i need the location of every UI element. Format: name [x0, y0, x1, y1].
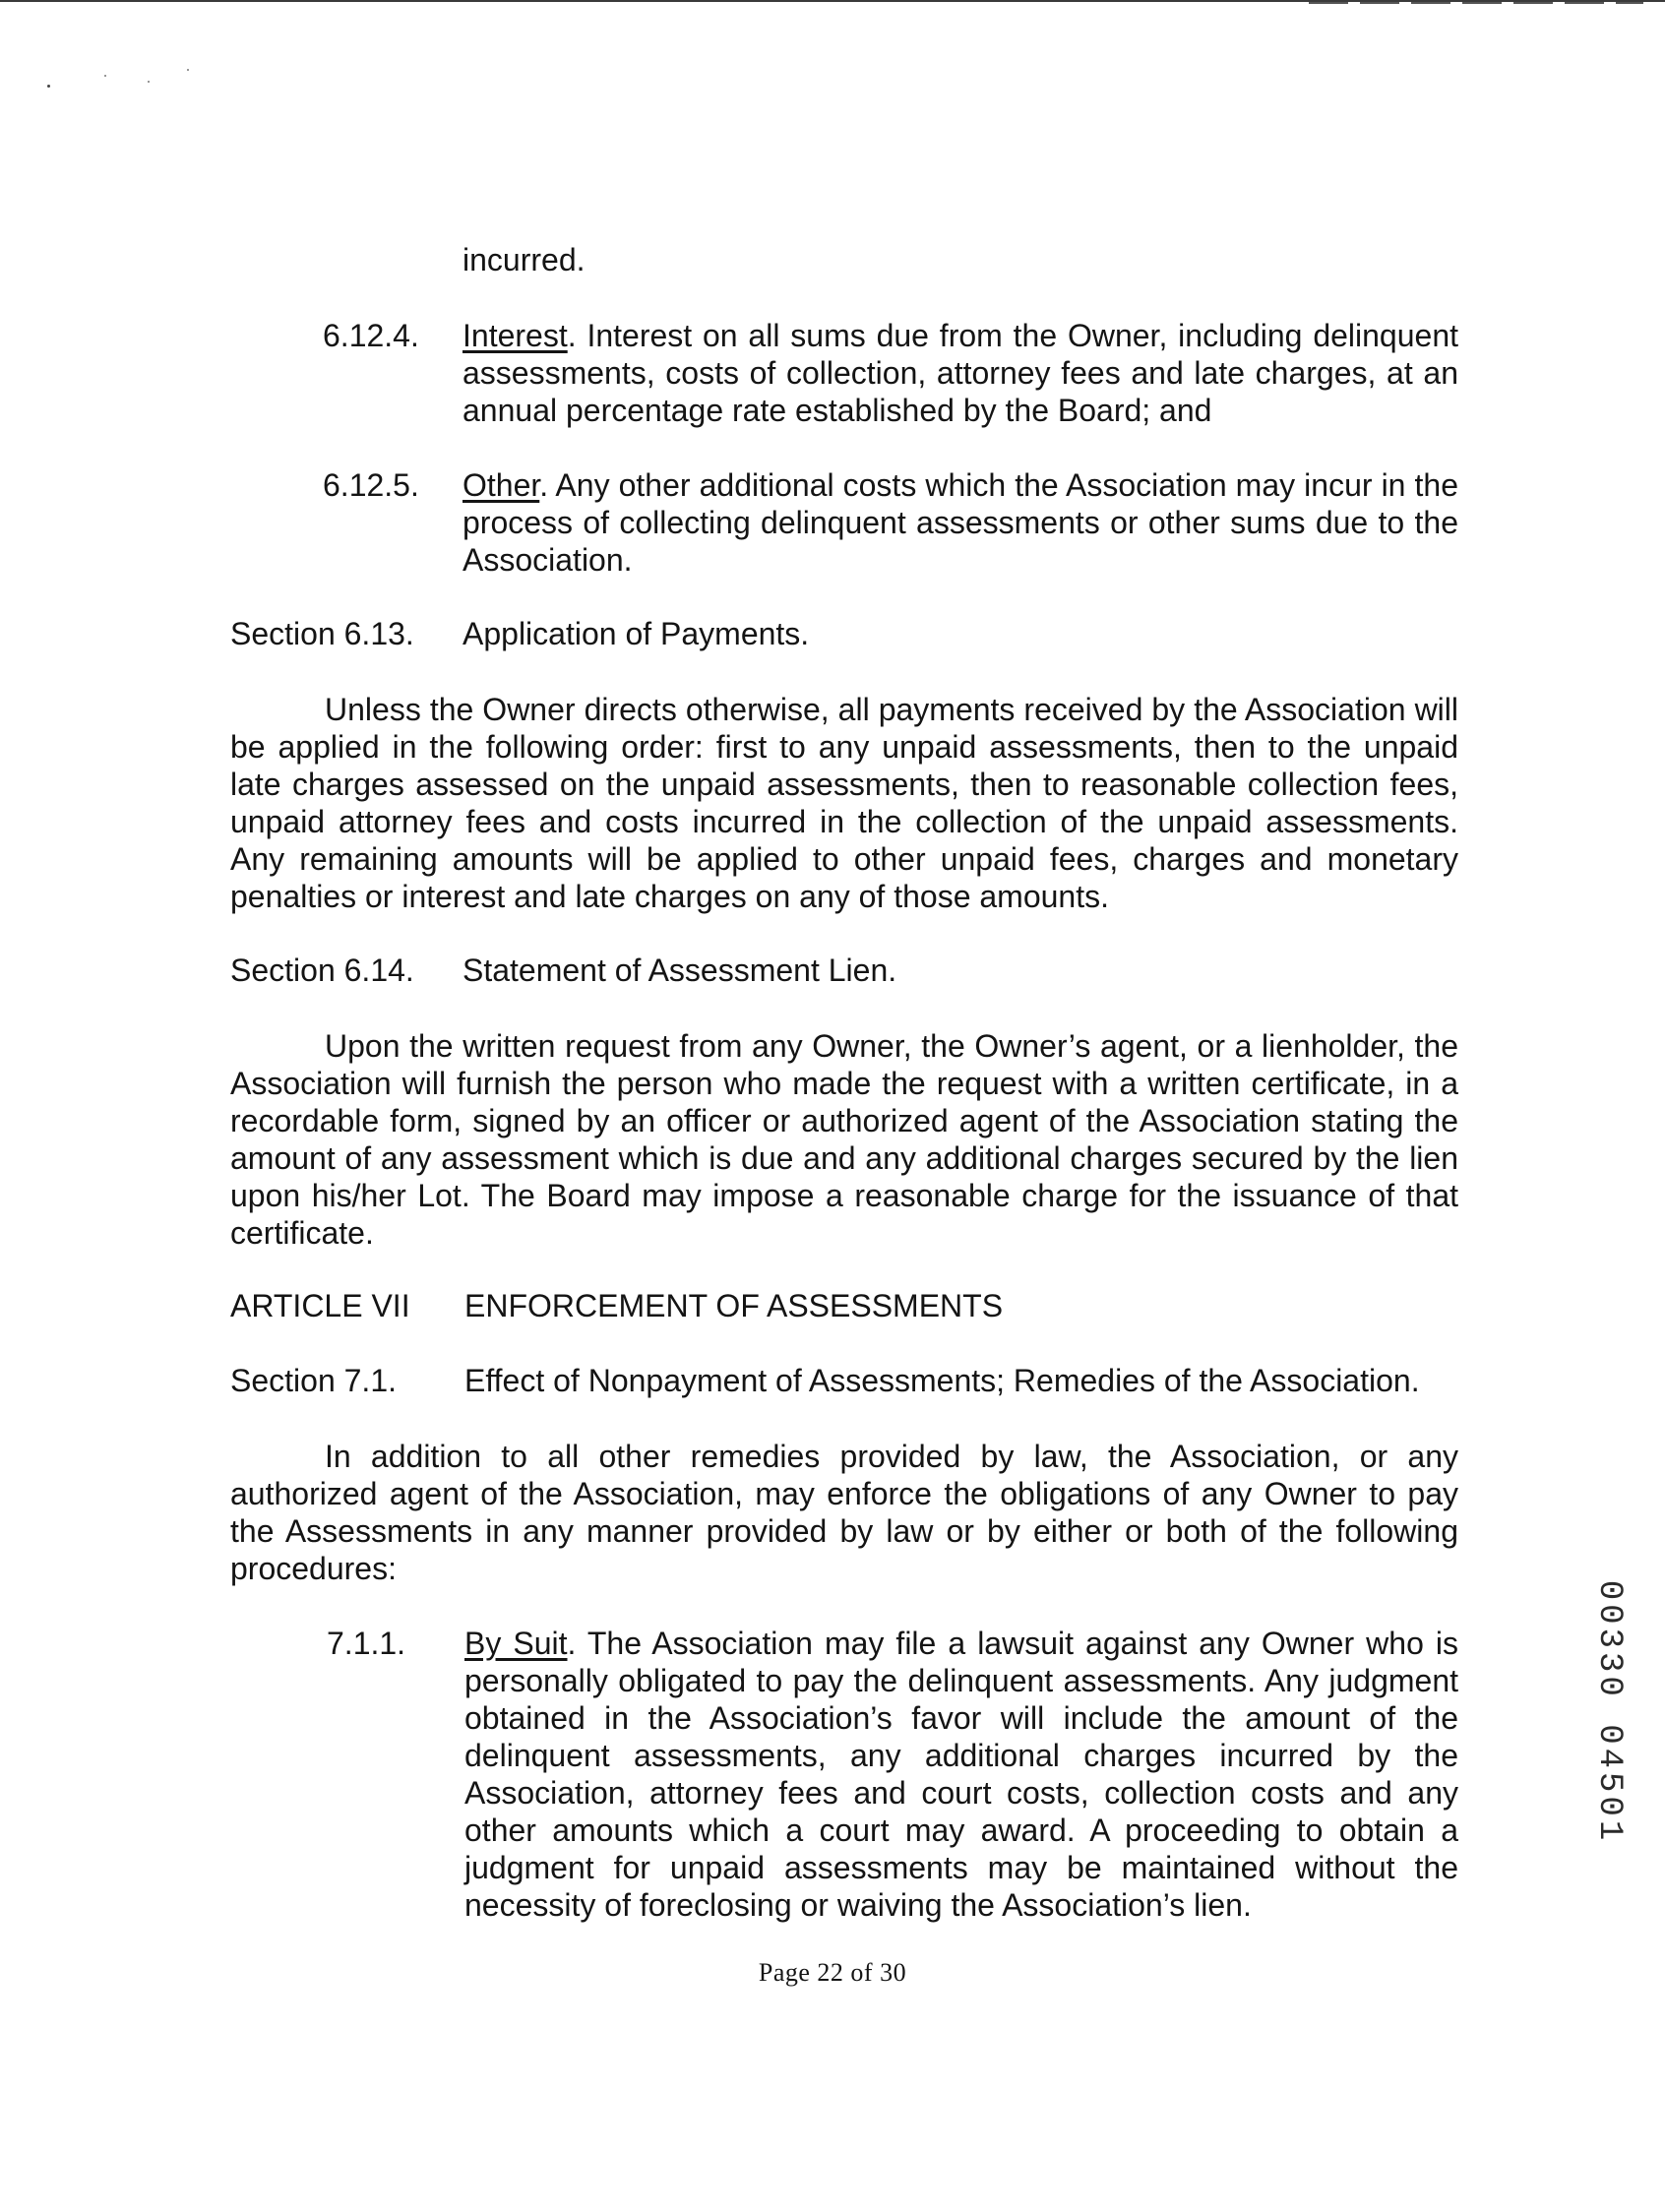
- item-7-1-1-body: . The Association may file a lawsuit against any Owner who is personally obligated to pay the delinquent assessments. Any judgment obtained in the Association’s favor will include the amount of the delinquent assessments, any additional charges incurred by the Association, attorney fees and court costs, collection costs and any other amounts which a court may award. A proceeding to obtain a judgment for unpaid assessments may be maintained without the necessity of foreclosing or waiving the Association’s lien.: [464, 1626, 1458, 1923]
- scan-top-edge-dashes: [1309, 2, 1643, 4]
- section-7-1-title: Effect of Nonpayment of Assessments; Remedies of the Association.: [464, 1363, 1420, 1398]
- section-6-13-title: Application of Payments.: [462, 616, 810, 651]
- section-6-14-paragraph: Upon the written request from any Owner, the Owner’s agent, or a lienholder, the Association will furnish the person who made the request with a written certificate, in a recordable form, signed by an officer or authorized agent of the Association stating the amount of any assessment which is due and any additional charges secured by the lien upon his/her Lot. The Board may impose a reasonable charge for the issuance of that certificate.: [230, 1028, 1458, 1251]
- article-7-label: ARTICLE VII: [230, 1288, 410, 1323]
- item-6-12-4-body: . Interest on all sums due from the Owner, including delinquent assessments, costs of collection, attorney fees and late charges, at an annual percentage rate established by the Board; and: [462, 318, 1458, 428]
- scan-speck: [148, 81, 150, 83]
- item-6-12-5-number: 6.12.5.: [323, 467, 419, 503]
- section-6-14-label: Section 6.14.: [230, 952, 414, 988]
- recording-stamp-text: 00330 04501: [1590, 1579, 1628, 1845]
- section-6-13-paragraph: Unless the Owner directs otherwise, all payments received by the Association will be applied in the following order: first to any unpaid assessments, then to the unpaid late charges assessed on the unpaid assessments, then to reasonable collection fees, unpaid attorney fees and costs incurred in the collection of the unpaid assessments. Any remaining amounts will be applied to other unpaid fees, charges and monetary penalties or interest and late charges on any of those amounts.: [230, 692, 1458, 914]
- item-6-12-5-body: . Any other additional costs which the Association may incur in the process of collecting delinquent assessments or other sums due to the Association.: [462, 467, 1458, 578]
- item-7-1-1-heading: By Suit: [464, 1626, 568, 1661]
- recording-stamp: [1589, 1579, 1629, 1845]
- section-7-1-paragraph: In addition to all other remedies provided by law, the Association, or any authorized agent of the Association, may enforce the obligations of any Owner to pay the Assessments in any manner provided by law or by either or both of the following procedures:: [230, 1439, 1458, 1586]
- section-7-1-label: Section 7.1.: [230, 1363, 397, 1398]
- item-7-1-1-number: 7.1.1.: [327, 1626, 406, 1661]
- continuation-text: incurred.: [462, 242, 586, 277]
- article-7-title: ENFORCEMENT OF ASSESSMENTS: [464, 1288, 1004, 1323]
- page-number: Page 22 of 30: [758, 1958, 907, 1987]
- item-7-1-1: [464, 1625, 1458, 1924]
- item-6-12-5: [462, 466, 1458, 579]
- scan-speck: [47, 85, 50, 88]
- item-6-12-5-heading: Other: [462, 467, 540, 503]
- section-6-13-label: Section 6.13.: [230, 616, 414, 651]
- item-6-12-4-number: 6.12.4.: [323, 318, 419, 353]
- item-6-12-4-heading: Interest: [462, 318, 568, 353]
- item-6-12-4: [462, 317, 1458, 429]
- section-6-14-title: Statement of Assessment Lien.: [462, 952, 897, 988]
- scan-speck: [104, 75, 106, 77]
- scan-speck: [187, 69, 189, 71]
